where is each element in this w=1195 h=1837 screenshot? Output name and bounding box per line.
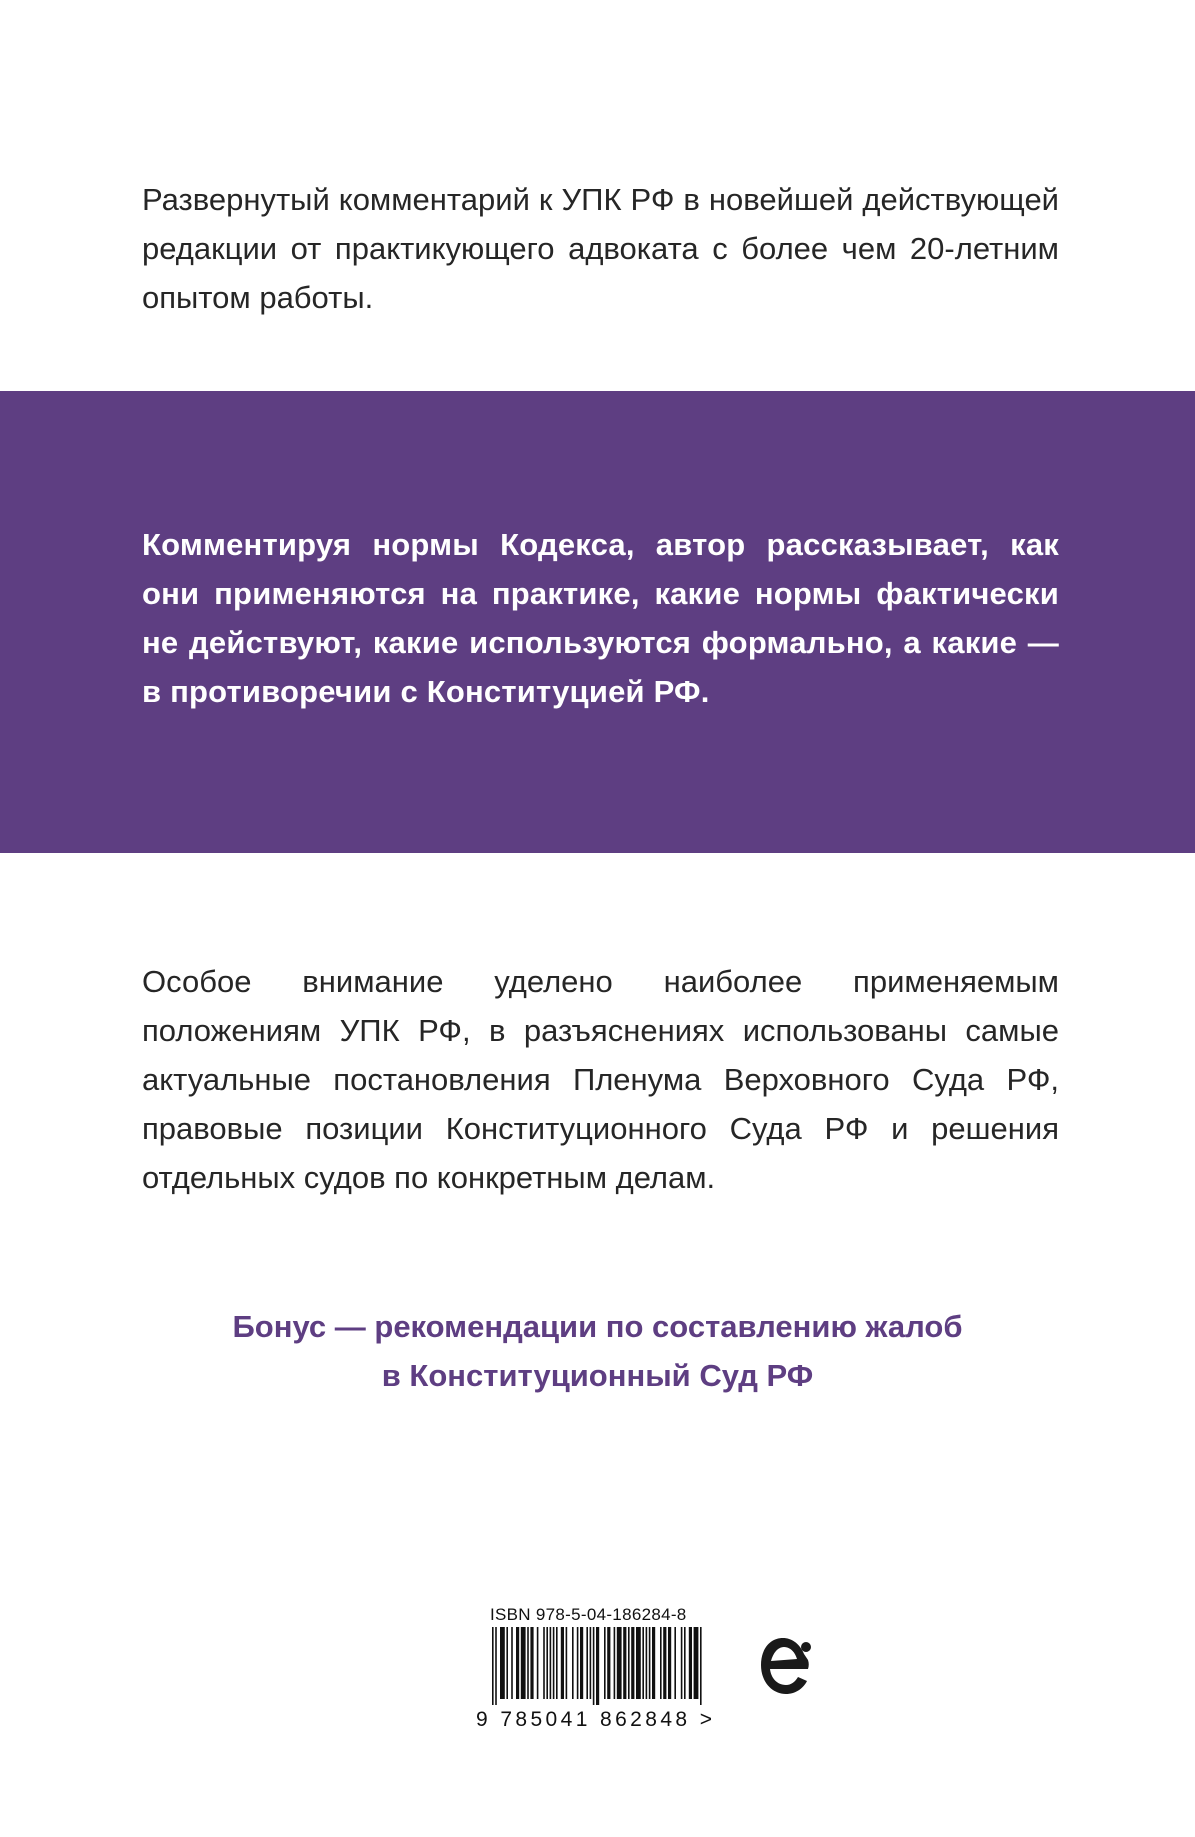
focus-paragraph: Особое внимание уделено наиболее применяемым положениям УПК РФ, в разъяснениях использованы самые актуальные постановления Пленума Верховного Суда РФ, правовые позиции Конституционного Суда РФ и решения отдельных судов по конкретным делам. xyxy=(142,964,1059,1195)
isbn-label: ISBN 978-5-04-186284-8 xyxy=(490,1605,687,1624)
publisher-e-logo-icon xyxy=(756,1632,816,1704)
intro-paragraph: Развернутый комментарий к УПК РФ в новейшей действующей редакции от практикующего адвоката с более чем 20-летним опытом работы. xyxy=(142,182,1059,315)
band-paragraph: Комментируя нормы Кодекса, автор рассказывает, как они применяются на практике, какие нормы фактически не действуют, какие используются формально, а какие — в противоречии с Конституцией РФ. xyxy=(142,527,1059,709)
bonus-line-2: в Конституционный Суд РФ xyxy=(381,1358,814,1393)
bonus-line-1: Бонус — рекомендации по составлению жалоб xyxy=(232,1309,963,1344)
bonus-note xyxy=(0,1302,1195,1400)
barcode xyxy=(490,1627,710,1705)
barcode-digits: 9 785041 862848 > xyxy=(476,1708,716,1731)
